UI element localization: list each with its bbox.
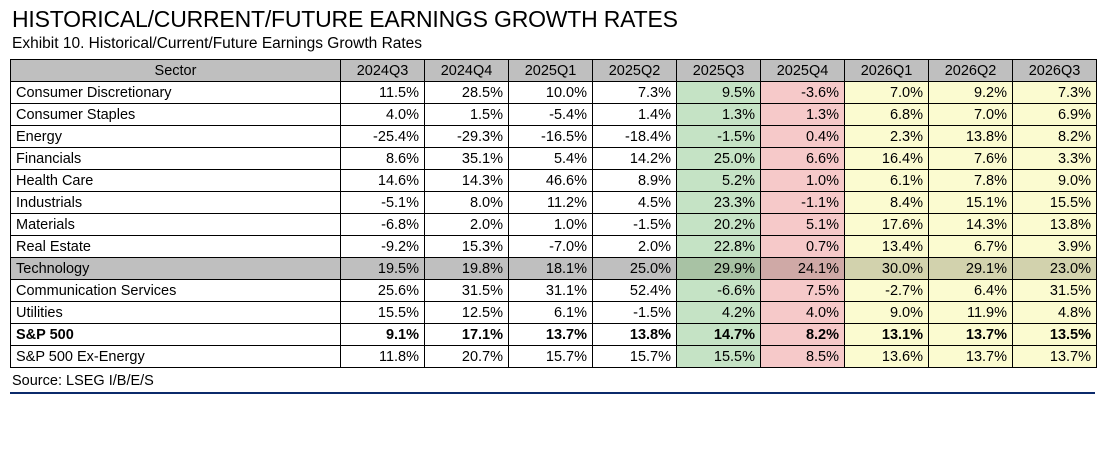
cell-value: 15.1%: [929, 192, 1013, 214]
cell-value: 7.3%: [593, 82, 677, 104]
cell-value: 28.5%: [425, 82, 509, 104]
cell-value: -6.6%: [677, 280, 761, 302]
table-row: [11, 126, 1097, 148]
cell-value: 8.2%: [1013, 126, 1097, 148]
cell-value: 30.0%: [845, 258, 929, 280]
cell-value: 13.7%: [509, 324, 593, 346]
cell-value: 23.0%: [1013, 258, 1097, 280]
cell-value: 6.1%: [509, 302, 593, 324]
table-row: [11, 280, 1097, 302]
cell-value: -1.5%: [677, 126, 761, 148]
cell-value: -18.4%: [593, 126, 677, 148]
table-row: [11, 214, 1097, 236]
cell-value: -1.5%: [593, 214, 677, 236]
cell-sector-name: S&P 500 Ex-Energy: [11, 346, 341, 368]
cell-value: 13.8%: [1013, 214, 1097, 236]
cell-sector-name: Technology: [11, 258, 341, 280]
column-header-2026q2: 2026Q2: [929, 60, 1013, 82]
cell-value: 14.2%: [593, 148, 677, 170]
cell-value: 15.7%: [509, 346, 593, 368]
cell-value: 35.1%: [425, 148, 509, 170]
cell-value: 7.0%: [845, 82, 929, 104]
cell-value: 4.8%: [1013, 302, 1097, 324]
column-header-2025q3: 2025Q3: [677, 60, 761, 82]
cell-value: 5.2%: [677, 170, 761, 192]
cell-value: 25.0%: [677, 148, 761, 170]
cell-value: 13.8%: [593, 324, 677, 346]
cell-sector-name: Communication Services: [11, 280, 341, 302]
cell-value: 8.2%: [761, 324, 845, 346]
cell-value: 20.7%: [425, 346, 509, 368]
cell-value: 1.0%: [509, 214, 593, 236]
cell-value: 13.5%: [1013, 324, 1097, 346]
column-header-2024q4: 2024Q4: [425, 60, 509, 82]
bottom-rule: [10, 392, 1095, 394]
cell-sector-name: Utilities: [11, 302, 341, 324]
cell-value: 6.8%: [845, 104, 929, 126]
cell-value: 24.1%: [761, 258, 845, 280]
cell-value: -7.0%: [509, 236, 593, 258]
cell-value: 1.3%: [677, 104, 761, 126]
cell-value: 31.5%: [425, 280, 509, 302]
table-body: [11, 82, 1097, 368]
column-header-2025q1: 2025Q1: [509, 60, 593, 82]
cell-value: 6.6%: [761, 148, 845, 170]
cell-sector-name: Financials: [11, 148, 341, 170]
cell-sector-name: Materials: [11, 214, 341, 236]
cell-value: 46.6%: [509, 170, 593, 192]
cell-value: -5.4%: [509, 104, 593, 126]
table-row: [11, 324, 1097, 346]
cell-sector-name: Consumer Discretionary: [11, 82, 341, 104]
cell-value: -3.6%: [761, 82, 845, 104]
cell-value: 8.5%: [761, 346, 845, 368]
cell-value: 13.4%: [845, 236, 929, 258]
cell-value: 22.8%: [677, 236, 761, 258]
cell-value: 13.7%: [929, 324, 1013, 346]
cell-value: -9.2%: [341, 236, 425, 258]
cell-value: 5.4%: [509, 148, 593, 170]
cell-value: 19.8%: [425, 258, 509, 280]
cell-value: 9.2%: [929, 82, 1013, 104]
cell-value: 23.3%: [677, 192, 761, 214]
cell-value: 19.5%: [341, 258, 425, 280]
cell-value: 9.1%: [341, 324, 425, 346]
cell-value: 3.3%: [1013, 148, 1097, 170]
cell-value: 31.5%: [1013, 280, 1097, 302]
table-header-row: [11, 60, 1097, 82]
cell-value: 1.4%: [593, 104, 677, 126]
cell-value: 15.5%: [341, 302, 425, 324]
column-header-2024q3: 2024Q3: [341, 60, 425, 82]
column-header-2026q3: 2026Q3: [1013, 60, 1097, 82]
cell-value: 8.9%: [593, 170, 677, 192]
cell-value: 14.6%: [341, 170, 425, 192]
cell-value: 8.4%: [845, 192, 929, 214]
cell-value: 29.9%: [677, 258, 761, 280]
cell-value: 6.4%: [929, 280, 1013, 302]
cell-value: 7.0%: [929, 104, 1013, 126]
cell-value: 7.6%: [929, 148, 1013, 170]
cell-value: 7.8%: [929, 170, 1013, 192]
cell-value: 15.3%: [425, 236, 509, 258]
cell-value: 7.3%: [1013, 82, 1097, 104]
column-header-sector: Sector: [11, 60, 341, 82]
cell-value: 13.7%: [1013, 346, 1097, 368]
cell-value: 14.7%: [677, 324, 761, 346]
cell-value: 15.5%: [677, 346, 761, 368]
cell-value: 13.8%: [929, 126, 1013, 148]
earnings-growth-table: [10, 59, 1097, 368]
cell-value: -16.5%: [509, 126, 593, 148]
cell-value: 18.1%: [509, 258, 593, 280]
cell-value: 15.5%: [1013, 192, 1097, 214]
column-header-2025q2: 2025Q2: [593, 60, 677, 82]
cell-value: 52.4%: [593, 280, 677, 302]
cell-value: 2.0%: [425, 214, 509, 236]
cell-value: 6.9%: [1013, 104, 1097, 126]
table-row: [11, 258, 1097, 280]
cell-value: 13.7%: [929, 346, 1013, 368]
cell-value: 1.3%: [761, 104, 845, 126]
table-row: [11, 192, 1097, 214]
cell-value: 9.5%: [677, 82, 761, 104]
table-row: [11, 148, 1097, 170]
cell-value: 17.1%: [425, 324, 509, 346]
cell-value: 4.2%: [677, 302, 761, 324]
cell-value: 14.3%: [929, 214, 1013, 236]
cell-sector-name: Real Estate: [11, 236, 341, 258]
cell-sector-name: Consumer Staples: [11, 104, 341, 126]
cell-value: 4.0%: [341, 104, 425, 126]
cell-value: 8.6%: [341, 148, 425, 170]
cell-value: 11.8%: [341, 346, 425, 368]
cell-value: 29.1%: [929, 258, 1013, 280]
cell-value: 3.9%: [1013, 236, 1097, 258]
cell-value: 11.9%: [929, 302, 1013, 324]
cell-value: 7.5%: [761, 280, 845, 302]
exhibit-subtitle: Exhibit 10. Historical/Current/Future Earnings Growth Rates: [12, 35, 423, 52]
cell-value: 16.4%: [845, 148, 929, 170]
cell-value: 25.6%: [341, 280, 425, 302]
cell-sector-name: Industrials: [11, 192, 341, 214]
cell-value: 6.7%: [929, 236, 1013, 258]
cell-value: 6.1%: [845, 170, 929, 192]
cell-value: -2.7%: [845, 280, 929, 302]
cell-value: 8.0%: [425, 192, 509, 214]
table-row: [11, 346, 1097, 368]
cell-value: 15.7%: [593, 346, 677, 368]
cell-value: 9.0%: [845, 302, 929, 324]
table-row: [11, 302, 1097, 324]
cell-value: 4.0%: [761, 302, 845, 324]
cell-value: 10.0%: [509, 82, 593, 104]
cell-value: 25.0%: [593, 258, 677, 280]
cell-value: 14.3%: [425, 170, 509, 192]
cell-value: -1.5%: [593, 302, 677, 324]
cell-value: 1.0%: [761, 170, 845, 192]
cell-value: 13.6%: [845, 346, 929, 368]
cell-value: 5.1%: [761, 214, 845, 236]
cell-value: 4.5%: [593, 192, 677, 214]
column-header-2025q4: 2025Q4: [761, 60, 845, 82]
source-note: Source: LSEG I/B/E/S: [12, 373, 154, 389]
table-row: [11, 236, 1097, 258]
cell-sector-name: Health Care: [11, 170, 341, 192]
cell-value: -6.8%: [341, 214, 425, 236]
cell-value: 11.5%: [341, 82, 425, 104]
cell-value: 31.1%: [509, 280, 593, 302]
cell-value: -25.4%: [341, 126, 425, 148]
table-row: [11, 104, 1097, 126]
cell-value: 2.3%: [845, 126, 929, 148]
cell-sector-name: S&P 500: [11, 324, 341, 346]
table-row: [11, 82, 1097, 104]
cell-value: 0.7%: [761, 236, 845, 258]
cell-value: 2.0%: [593, 236, 677, 258]
cell-value: 11.2%: [509, 192, 593, 214]
table-row: [11, 170, 1097, 192]
page-title: HISTORICAL/CURRENT/FUTURE EARNINGS GROWTH RATES: [12, 6, 678, 32]
cell-value: 1.5%: [425, 104, 509, 126]
cell-value: 13.1%: [845, 324, 929, 346]
cell-value: -1.1%: [761, 192, 845, 214]
cell-value: 20.2%: [677, 214, 761, 236]
cell-value: -5.1%: [341, 192, 425, 214]
column-header-2026q1: 2026Q1: [845, 60, 929, 82]
cell-value: 9.0%: [1013, 170, 1097, 192]
cell-value: 0.4%: [761, 126, 845, 148]
cell-value: -29.3%: [425, 126, 509, 148]
cell-value: 17.6%: [845, 214, 929, 236]
cell-sector-name: Energy: [11, 126, 341, 148]
cell-value: 12.5%: [425, 302, 509, 324]
